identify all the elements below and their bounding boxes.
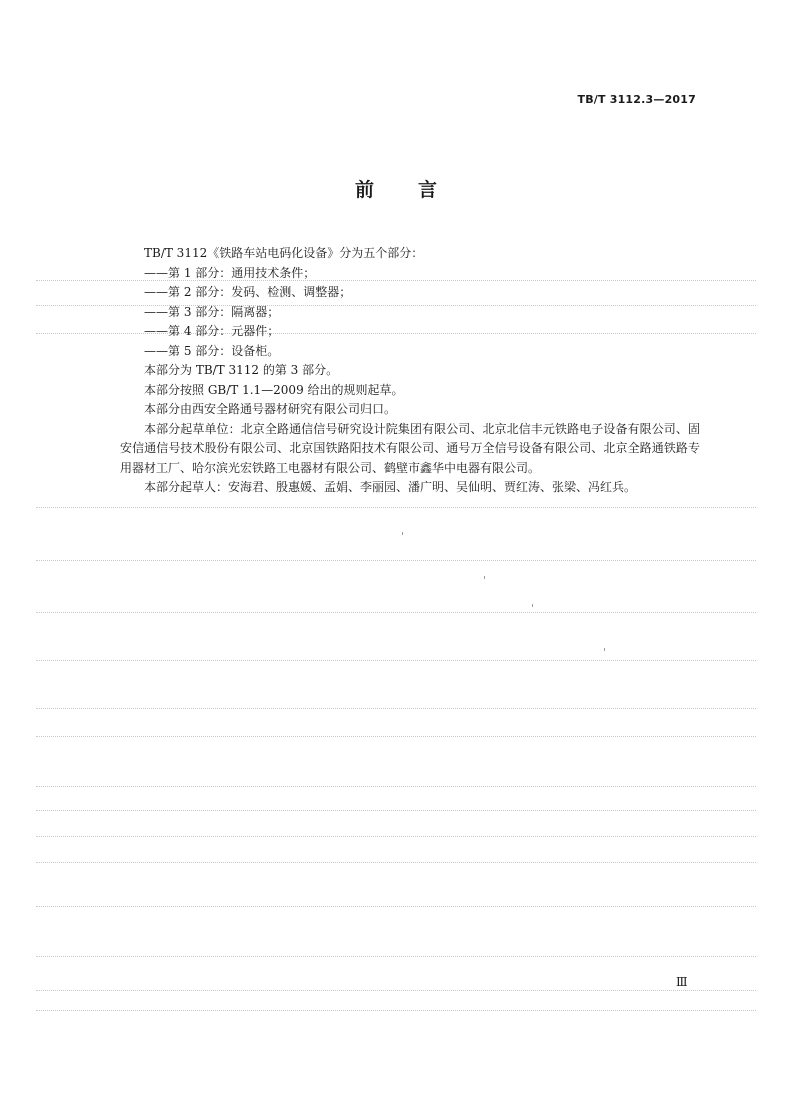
dotted-rule [36, 736, 756, 737]
dotted-rule [36, 786, 756, 787]
foreword-body [120, 244, 700, 498]
dotted-rule [36, 507, 756, 508]
part-item: ——第 3 部分：隔离器； [144, 304, 280, 319]
page-number: Ⅲ [676, 975, 688, 989]
dotted-rule [36, 660, 756, 661]
standard-code: TB/T 3112.3—2017 [577, 93, 696, 106]
statement-drafters: 本部分起草人：安海君、殷惠媛、孟娟、李丽园、潘广明、吴仙明、贾红涛、张梁、冯红兵。 [144, 480, 637, 494]
dotted-rule [36, 560, 756, 561]
dotted-rule [36, 810, 756, 811]
dotted-rule [36, 708, 756, 709]
scan-speck [604, 648, 605, 651]
dotted-rule [36, 612, 756, 613]
dotted-rule [36, 862, 756, 863]
part-item: ——第 1 部分：通用技术条件； [144, 265, 316, 280]
statement-administration: 本部分由西安全路通号器材研究有限公司归口。 [144, 402, 397, 416]
dotted-rule [36, 956, 756, 957]
scan-speck [402, 532, 403, 535]
statement-drafting-units: 本部分起草单位：北京全路通信信号研究设计院集团有限公司、北京北信丰元铁路电子设备有限公司、固安信通信号技术股份有限公司、北京国铁路阳技术有限公司、通号万全信号设备有限公司、北京全路通铁路专用器材工厂、哈尔滨光宏铁路工电器材有限公司、鹤壁市鑫华中电器有限公司。 [120, 421, 700, 475]
scan-speck [484, 576, 485, 579]
dotted-rule [36, 990, 756, 991]
statement-part-number: 本部分为 TB/T 3112 的第 3 部分。 [144, 363, 339, 377]
part-item: ——第 2 部分：发码、检测、调整器； [144, 285, 352, 299]
part-item: ——第 5 部分：设备柜。 [144, 343, 280, 358]
part-item: ——第 4 部分：元器件； [144, 324, 280, 338]
intro-line: TB/T 3112《铁路车站电码化设备》分为五个部分： [144, 246, 424, 260]
dotted-rule [36, 836, 756, 837]
statement-drafting-rules: 本部分按照 GB/T 1.1—2009 给出的规则起草。 [144, 382, 404, 397]
scan-speck [532, 604, 533, 607]
dotted-rule [36, 1010, 756, 1011]
dotted-rule [36, 906, 756, 907]
page-title: 前言 [354, 179, 481, 201]
